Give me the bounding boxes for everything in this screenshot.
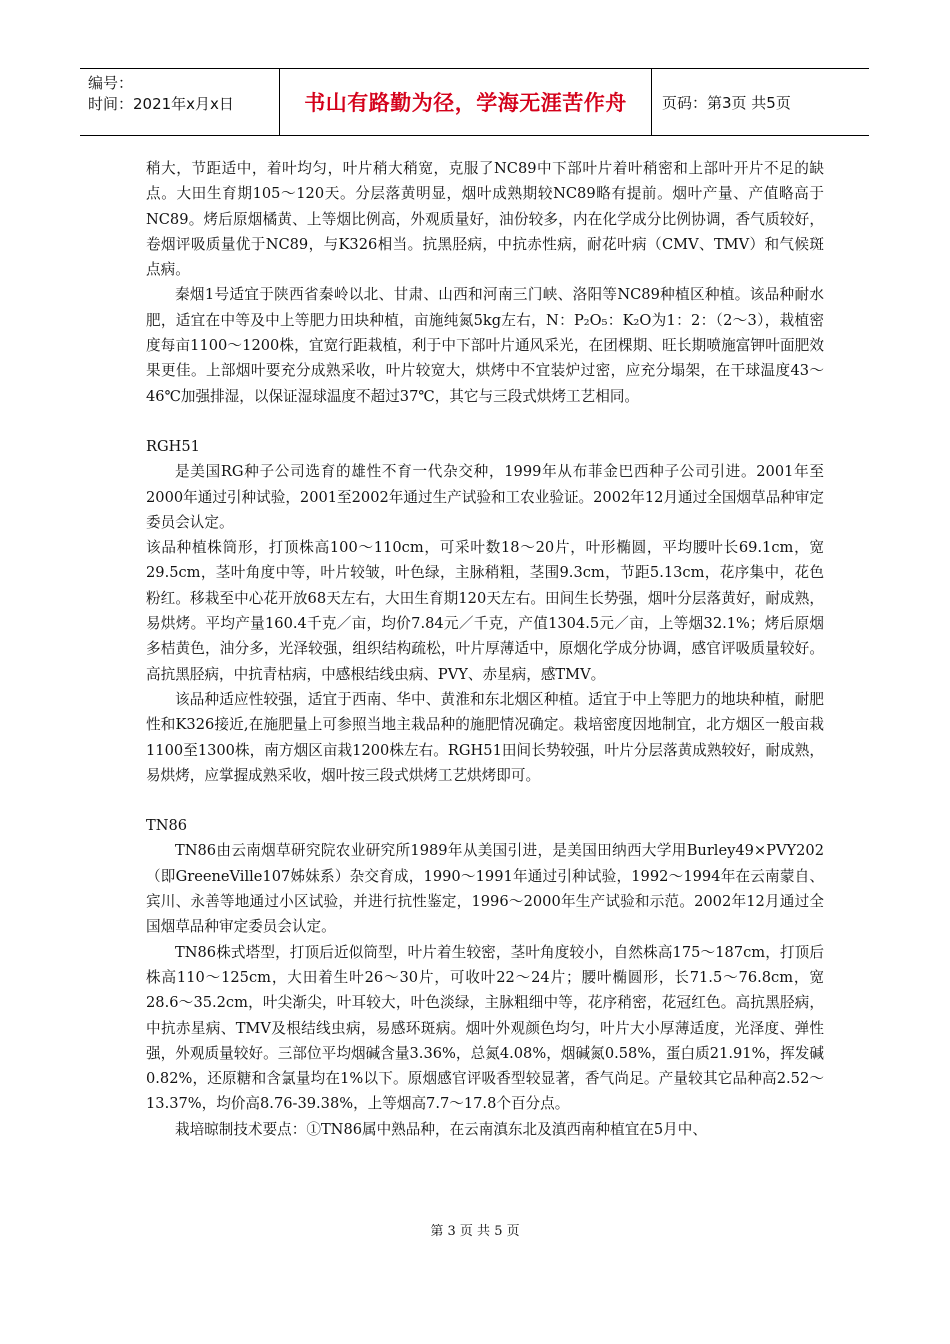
header-motto: 书山有路勤为径，学海无涯苦作舟 [304,91,627,115]
header-motto-cell [280,69,652,135]
section-heading-tn86: TN86 [146,817,188,835]
document-time-label: 时间：2021年x月x日 [88,95,234,113]
header-page-number: 页码：第3页 共5页 [662,93,791,112]
paragraph-tn86-traits: TN86株式塔型，打顶后近似筒型，叶片着生较密，茎叶角度较小，自然株高175～187cm，打顶后株高110～125cm，大田着生叶26～30片，可收叶22～24片；腰叶椭圆形，长71.5～76.8cm，宽28.6～35.2cm，叶尖渐尖，叶耳较大，叶色淡绿，主脉粗细中等，花序稍密，花冠红色。高抗黑胫病，中抗赤星病、TMV及根结线虫病，易感环斑病。烟叶外观颜色均匀，叶片大小厚薄适度，光泽度、弹性强，外观质量较好。三部位平均烟碱含量3.36%，总氮4.08%，烟碱氮0.58%，蛋白质21.91%，挥发碱0.82%，还原糖和含氯量均在1%以下。原烟感官评吸香型较显著，香气尚足。产量较其它品种高2.52～13.37%，均价高8.76-39.38%，上等烟高7.7～17.8个百分点。 [146,943,824,1113]
section-gap [146,409,824,434]
paragraph-tn86-origin: TN86由云南烟草研究院农业研究所1989年从美国引进，是美国田纳西大学用Burley49×PVY202（即GreeneVille107姊妹系）杂交育成，1990～1991年通过引种试验，1992～1994年在云南蒙自、宾川、永善等地通过小区试验，并进行抗性鉴定，1996～2000年生产试验和示范。2002年12月通过全国烟草品种审定委员会认定。 [146,842,824,936]
paragraph-rgh51-traits: 该品种植株筒形，打顶株高100～110cm，可采叶数18～20片，叶形椭圆，平均腰叶长69.1cm，宽29.5cm，茎叶角度中等，叶片较皱，叶色绿，主脉稍粗，茎围9.3cm，节距5.13cm，花序集中，花色粉红。移栽至中心花开放68天左右，大田生育期120天左右。田间生长势强，烟叶分层落黄好，耐成熟，易烘烤。平均产量160.4千克／亩，均价7.84元／千克，产值1304.5元／亩，上等烟32.1%；烤后原烟多桔黄色，油分多，光泽较强，组织结构疏松，叶片厚薄适中，原烟化学成分协调，感官评吸质量较好。高抗黑胫病，中抗青枯病，中感根结线虫病、PVY、赤星病，感TMV。 [146,539,824,683]
header-meta [80,69,280,135]
paragraph-qinyan: 秦烟1号适宜于陕西省秦岭以北、甘肃、山西和河南三门峡、洛阳等NC89种植区种植。该品种耐水肥，适宜在中等及中上等肥力田块种植，亩施纯氮5kg左右，N：P₂O₅：K₂O为1：2：（2～3），栽植密度每亩1100～1200株，宜宽行距栽植，利于中下部叶片通风采光，在团棵期、旺长期喷施富钾叶面肥效果更佳。上部烟叶要充分成熟采收，叶片较宽大，烘烤中不宜装炉过密，应充分塌架，在干球温度43～46℃加强排湿，以保证湿球温度不超过37℃，其它与三段式烘烤工艺相同。 [146,286,824,405]
document-number-label: 编号： [88,74,134,92]
page-header [80,68,869,136]
paragraph-intro: 稍大，节距适中，着叶均匀，叶片稍大稍宽，克服了NC89中下部叶片着叶稍密和上部叶开片不足的缺点。大田生育期105～120天。分层落黄明显，烟叶成熟期较NC89略有提前。烟叶产量、产值略高于NC89。烤后原烟橘黄、上等烟比例高，外观质量好，油份较多，内在化学成分比例协调，香气质较好，卷烟评吸质量优于NC89，与K326相当。抗黑胫病，中抗赤性病，耐花叶病（CMV、TMV）和气候斑点病。 [146,160,824,279]
header-page-cell [652,69,869,135]
page-footer [0,1220,950,1239]
paragraph-tn86-cultivation: 栽培晾制技术要点：①TN86属中熟品种，在云南滇东北及滇西南种植宜在5月中、 [175,1120,707,1138]
document-body [146,156,824,1142]
paragraph-rgh51-origin: 是美国RG种子公司选育的雄性不育一代杂交种，1999年从布菲金巴西种子公司引进。2001年至2000年通过引种试验，2001至2002年通过生产试验和工农业验证。2002年12月通过全国烟草品种审定委员会认定。 [146,463,824,531]
footer-page-number: 第 3 页 共 5 页 [430,1224,520,1239]
section-heading-rgh51: RGH51 [146,437,200,455]
section-gap [146,788,824,813]
paragraph-rgh51-cultivation: 该品种适应性较强，适宜于西南、华中、黄淮和东北烟区种植。适宜于中上等肥力的地块种植，耐肥性和K326接近,在施肥量上可参照当地主栽品种的施肥情况确定。栽培密度因地制宜，北方烟区一般亩栽1100至1300株，南方烟区亩栽1200株左右。RGH51田间长势较强，叶片分层落黄成熟较好，耐成熟，易烘烤，应掌握成熟采收，烟叶按三段式烘烤工艺烘烤即可。 [146,690,824,784]
